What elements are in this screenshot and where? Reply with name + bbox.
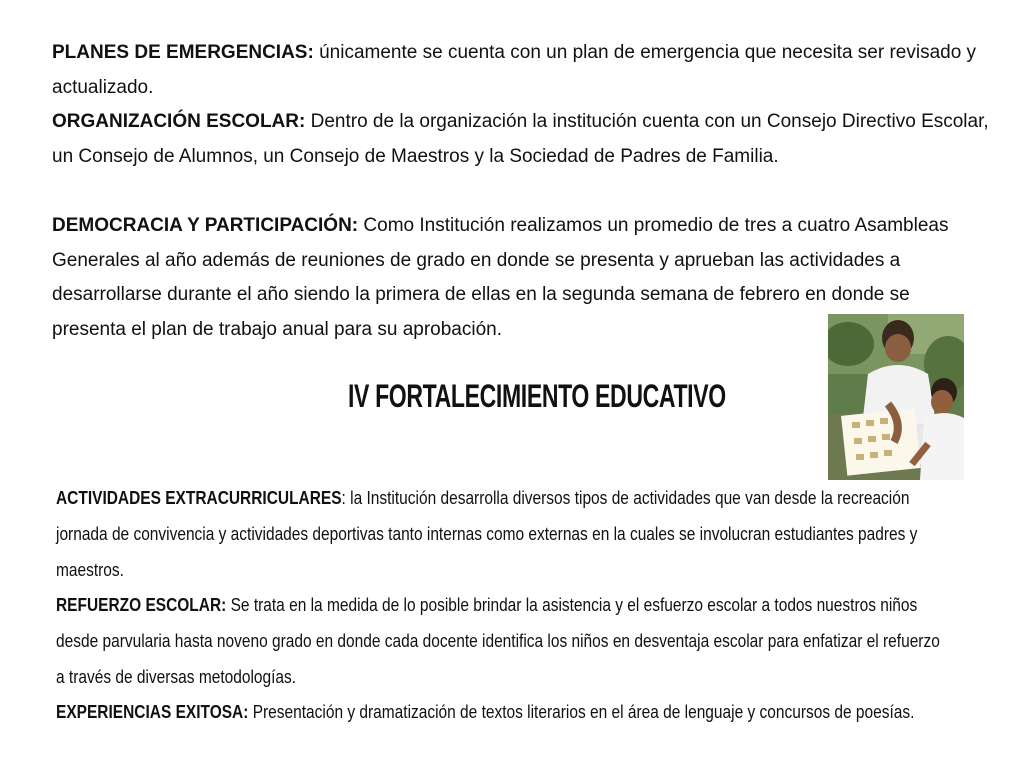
students-photo [828,314,964,480]
refuerzo-term: REFUERZO ESCOLAR: [56,595,227,615]
bottom-paragraph-actividades [56,480,950,588]
actividades-term: ACTIVIDADES EXTRACURRICULARES [56,488,342,508]
organizacion-term: ORGANIZACIÓN ESCOLAR: [52,111,306,132]
section-heading: IV FORTALECIMIENTO EDUCATIVO [348,378,726,414]
planes-text: únicamente se cuenta con un plan de emergencia que necesita ser revisado y actualizado. [52,42,977,98]
planes-term: PLANES DE EMERGENCIAS: [52,42,314,63]
actividades-text: : la Institución desarrolla diversos tipos de actividades que van desde la recreación jornada de convivencia y actividades deportivas tanto internas como externas en la cuales se involucran estudiantes padres y maestros. [56,488,918,580]
democracia-term: DEMOCRACIA Y PARTICIPACIÓN: [52,215,359,236]
experiencias-text: Presentación y dramatización de textos literarios en el área de lenguaje y concursos de poesías. [248,702,915,722]
bottom-paragraph-refuerzo [56,587,950,695]
top-paragraph-organizacion [52,105,992,174]
experiencias-term: EXPERIENCIAS EXITOSA: [56,702,249,722]
organizacion-text: Dentro de la organización la institución cuenta con un Consejo Directivo Escolar, un Consejo de Alumnos, un Consejo de Maestros y la Sociedad de Padres de Familia. [52,111,989,167]
democracia-text: Como Institución realizamos un promedio de tres a cuatro Asambleas Generales al año además de reuniones de grado en donde se presenta y aprueban las actividades a desarrollarse durante el año siendo la primera de ellas en la segunda semana de febrero en donde se presenta el plan de trabajo anual para su aprobación. [52,215,949,340]
top-paragraph-planes [52,36,992,105]
bottom-paragraph-experiencias [56,694,1002,730]
refuerzo-text: Se trata en la medida de lo posible brindar la asistencia y el esfuerzo escolar a todos nuestros niños desde parvularia hasta noveno grado en donde cada docente identifica los niños en desventaja escolar para enfatizar el refuerzo a través de diversas metodologías. [56,595,940,687]
